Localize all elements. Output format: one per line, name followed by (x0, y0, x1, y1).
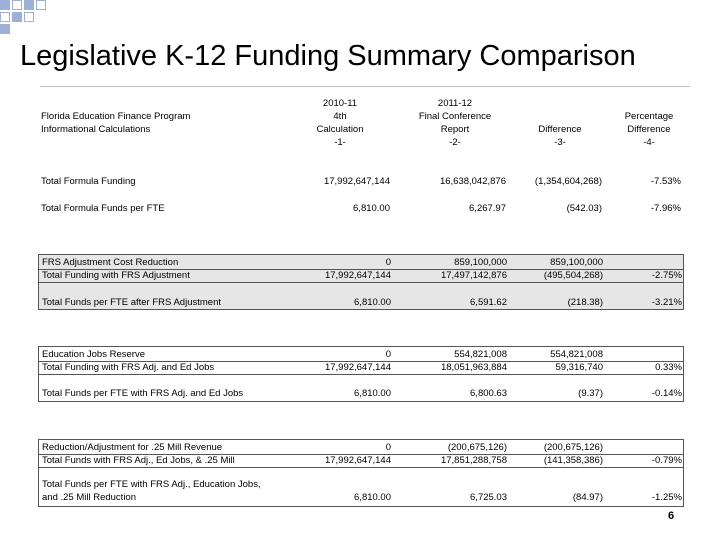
row-value-col3: (1,354,604,268) (534, 176, 602, 187)
row-value-col2: 17,851,288,758 (440, 455, 507, 466)
row-value-col3: 859,100,000 (550, 257, 603, 268)
row-divider (39, 467, 683, 468)
row-value-col3: (542.03) (566, 203, 602, 214)
col2-header-line3: Report (440, 124, 470, 135)
row-value-col3: 554,821,008 (550, 349, 603, 360)
row-value-col4: -2.75% (651, 270, 682, 281)
row-value-col4: -7.96% (650, 203, 681, 214)
col2-header-line2: Final Conference (418, 111, 492, 122)
table-header (34, 94, 688, 150)
row-value-col4: -0.79% (651, 455, 682, 466)
row-value-col4: -0.14% (651, 388, 682, 399)
slide-title: Legislative K-12 Funding Summary Comparison (20, 40, 636, 72)
row-label: Total Funding with FRS Adj. and Ed Jobs (42, 362, 215, 373)
row-label: Total Funds per FTE with FRS Adj. and Ed Jobs (42, 388, 244, 399)
row-value-col1: 17,992,647,144 (323, 176, 390, 187)
row-value-col1: 17,992,647,144 (324, 455, 391, 466)
table-row (34, 176, 688, 190)
row-label: Total Funds with FRS Adj., Ed Jobs, & .25 Mill (42, 455, 235, 466)
col3-header-line1: Difference (538, 124, 582, 135)
page-number: 6 (668, 510, 675, 522)
col1-header-line2: 4th (333, 111, 347, 122)
col1-header-line3: Calculation (316, 124, 364, 135)
col4-header-line1: Percentage (624, 111, 674, 122)
row-label: Total Funding with FRS Adjustment (42, 270, 190, 281)
funding-table (34, 90, 688, 510)
header-label-line2: Informational Calculations (41, 124, 151, 135)
row-value-col4: -7.53% (650, 176, 681, 187)
col4-header-line2: Difference (627, 124, 671, 135)
row-value-col3: (200,675,126) (543, 442, 603, 453)
row-value-col4: -3.21% (651, 297, 682, 308)
row-value-col3: (84.97) (572, 492, 603, 503)
header-label-line1: Florida Education Finance Program (41, 111, 191, 122)
row-value-col2: 6,800.63 (470, 388, 507, 399)
row-value-col2: 6,591.62 (470, 297, 507, 308)
row-label: Reduction/Adjustment for .25 Mill Revenue (42, 442, 223, 453)
row-value-col3: (9.37) (578, 388, 603, 399)
row-value-col3: (141,358,386) (543, 455, 603, 466)
row-value-col2: 16,638,042,876 (439, 176, 506, 187)
row-label: FRS Adjustment Cost Reduction (42, 257, 179, 268)
row-value-col2: 17,497,142,876 (440, 270, 507, 281)
row-value-col2: 554,821,008 (454, 349, 507, 360)
row-value-col1: 0 (385, 349, 391, 360)
row-value-col4: -1.25% (651, 492, 682, 503)
row-value-col2: (200,675,126) (447, 442, 507, 453)
row-value-col2: 859,100,000 (454, 257, 507, 268)
row-value-col3: 59,316,740 (555, 362, 603, 373)
col1-header-line4: -1- (334, 137, 346, 148)
row-value-col1: 0 (385, 257, 391, 268)
row-value-col2: 6,267.97 (469, 203, 506, 214)
row-value-col2: 6,725.03 (470, 492, 507, 503)
frs-adjustment-group (38, 254, 684, 310)
table-row (34, 203, 688, 217)
row-divider (39, 282, 683, 283)
row-value-col1: 0 (385, 442, 391, 453)
row-value-col3: (218.38) (567, 297, 603, 308)
row-value-col1: 6,810.00 (354, 388, 391, 399)
row-value-col1: 6,810.00 (354, 297, 391, 308)
checkered-corner-decoration (0, 0, 58, 36)
mill-reduction-group (38, 439, 684, 507)
row-label: Total Formula Funds per FTE (41, 203, 165, 214)
row-label: Total Formula Funding (41, 176, 136, 187)
row-value-col4: 0.33% (655, 362, 682, 373)
row-value-col1: 17,992,647,144 (324, 362, 391, 373)
row-label: Total Funds per FTE after FRS Adjustment (42, 297, 221, 308)
title-divider (40, 86, 690, 87)
col2-header-line4: -2- (449, 137, 461, 148)
row-value-col3: (495,504,268) (543, 270, 603, 281)
ed-jobs-group (38, 346, 684, 402)
row-label: Total Funds per FTE with FRS Adj., Education Jobs, (42, 479, 261, 490)
col2-header-line1: 2011-12 (437, 98, 473, 109)
row-label: Education Jobs Reserve (42, 349, 145, 360)
row-value-col1: 6,810.00 (354, 492, 391, 503)
col3-header-line2: -3- (554, 137, 566, 148)
col1-header-line1: 2010-11 (322, 98, 358, 109)
col4-header-line3: -4- (643, 137, 655, 148)
row-value-col1: 17,992,647,144 (324, 270, 391, 281)
row-label-continued: and .25 Mill Reduction (42, 492, 136, 503)
row-value-col2: 18,051,963,884 (440, 362, 507, 373)
row-divider (39, 374, 683, 375)
row-value-col1: 6,810.00 (353, 203, 390, 214)
